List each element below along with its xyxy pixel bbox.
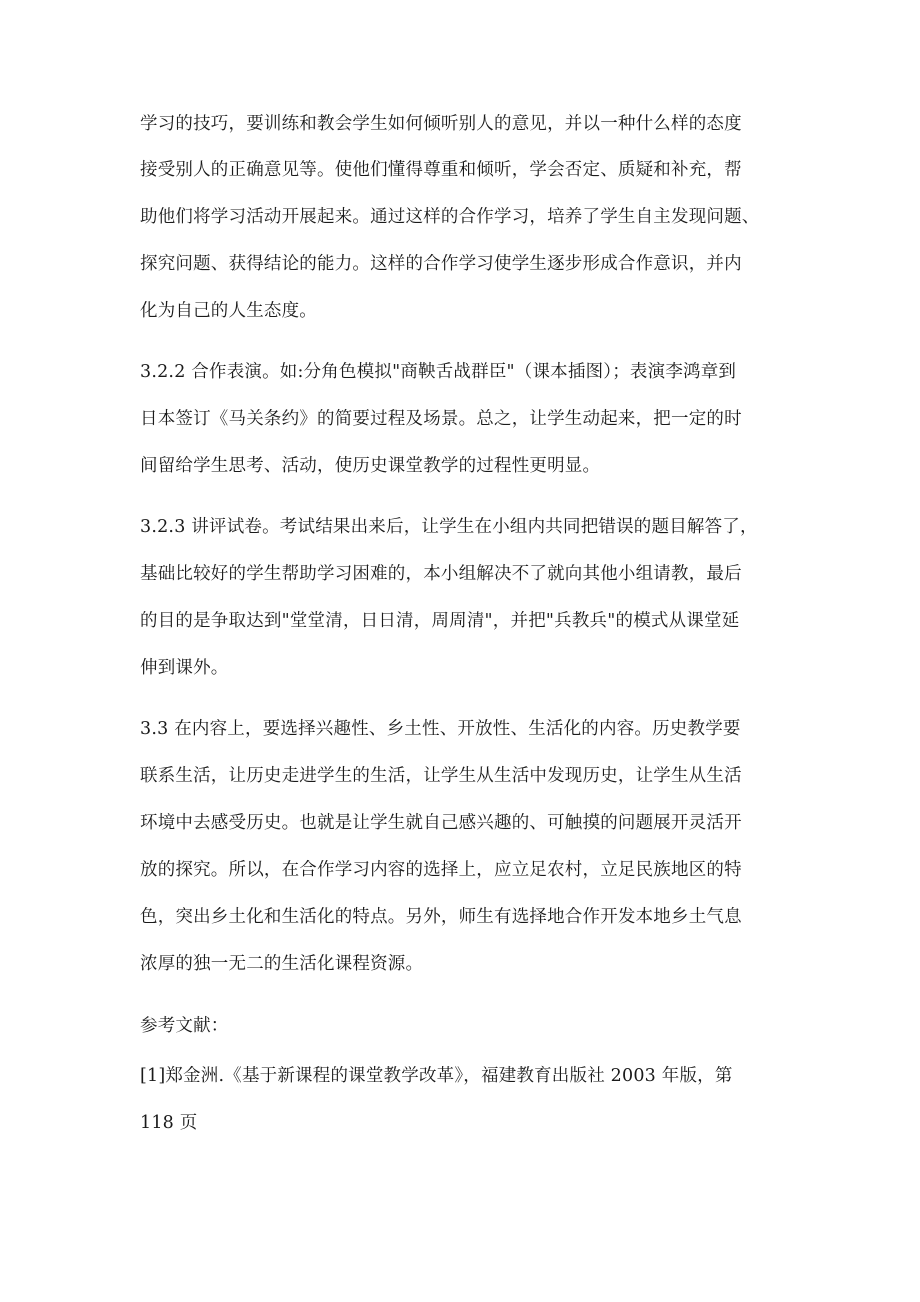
paragraph-line: 化为自己的人生态度。 <box>140 301 317 321</box>
reference-entry-line: 118 页 <box>140 1113 198 1133</box>
paragraph-line: 的目的是争取达到"堂堂清，日日清，周周清"，并把"兵教兵"的模式从课堂延 <box>140 611 740 631</box>
paragraph-line: 联系生活，让历史走进学生的生活，让学生从生活中发现历史，让学生从生活 <box>140 766 742 786</box>
paragraph-line: 放的探究。所以，在合作学习内容的选择上，应立足农村，立足民族地区的特 <box>140 860 742 880</box>
paragraph-line: 基础比较好的学生帮助学习困难的，本小组解决不了就向其他小组请教，最后 <box>140 564 742 584</box>
paragraph-line: 色，突出乡土化和生活化的特点。另外，师生有选择地合作开发本地乡土气息 <box>140 907 742 927</box>
paragraph-line: 日本签订《马关条约》的简要过程及场景。总之，让学生动起来，把一定的时 <box>140 409 742 429</box>
paragraph-line: 接受别人的正确意见等。使他们懂得尊重和倾听，学会否定、质疑和补充，帮 <box>140 160 742 180</box>
paragraph-line: 助他们将学习活动开展起来。通过这样的合作学习，培养了学生自主发现问题、 <box>140 207 760 227</box>
paragraph-line: 3.3 在内容上，要选择兴趣性、乡土性、开放性、生活化的内容。历史教学要 <box>140 719 741 739</box>
paragraph-line: 3.2.2 合作表演。如:分角色模拟"商鞅舌战群臣"（课本插图）；表演李鸿章到 <box>140 362 737 382</box>
reference-entry-line: [1]郑金洲.《基于新课程的课堂教学改革》，福建教育出版社 2003 年版，第 <box>140 1066 733 1086</box>
paragraph-line: 探究问题、获得结论的能力。这样的合作学习使学生逐步形成合作意识，并内 <box>140 254 742 274</box>
paragraph-line: 间留给学生思考、活动，使历史课堂教学的过程性更明显。 <box>140 456 601 476</box>
references-heading: 参考文献： <box>140 1016 229 1036</box>
paragraph-line: 伸到课外。 <box>140 658 229 678</box>
paragraph-line: 环境中去感受历史。也就是让学生就自己感兴趣的、可触摸的问题展开灵活开 <box>140 813 742 833</box>
paragraph-line: 浓厚的独一无二的生活化课程资源。 <box>140 954 424 974</box>
paragraph-line: 学习的技巧，要训练和教会学生如何倾听别人的意见，并以一种什么样的态度 <box>140 114 742 134</box>
paragraph-line: 3.2.3 讲评试卷。考试结果出来后，让学生在小组内共同把错误的题目解答了， <box>140 517 758 537</box>
